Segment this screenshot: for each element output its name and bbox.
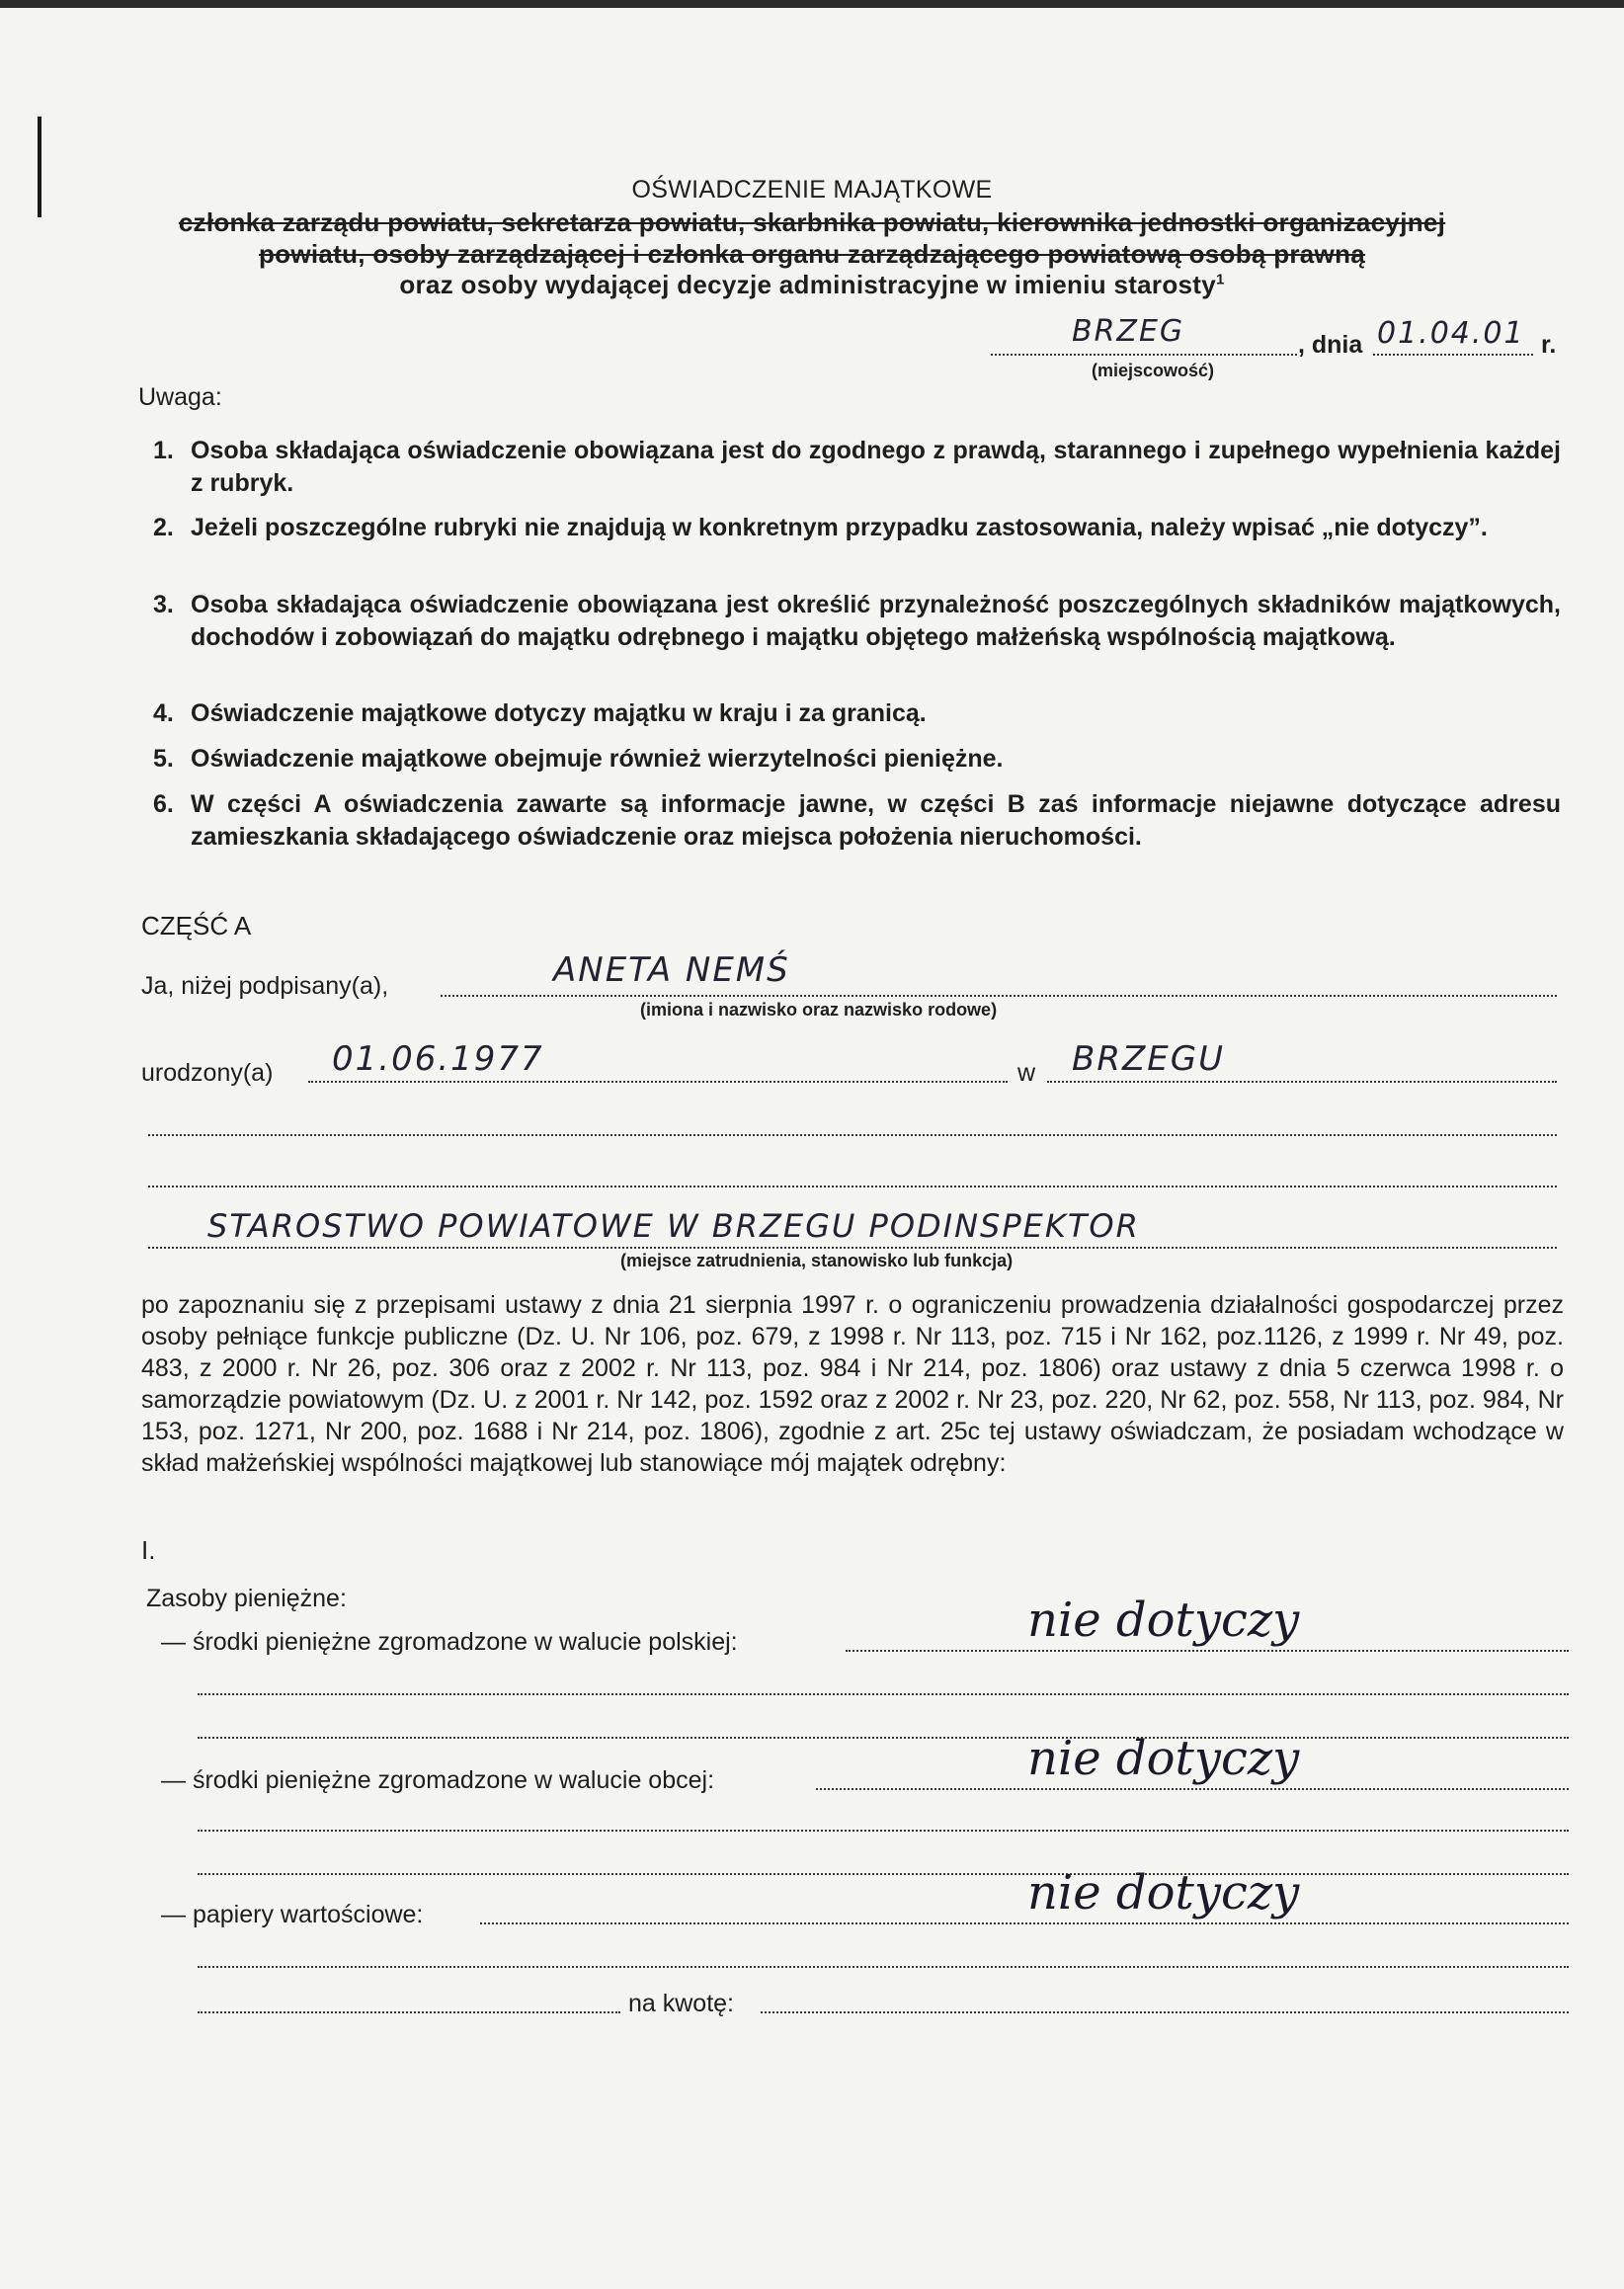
foreign-field-line[interactable] [816,1788,1569,1790]
note-text: Oświadczenie majątkowe obejmuje również wierzytelności pieniężne. [191,745,1004,773]
pln-label: — środki pieniężne zgromadzone w walucie polskiej: [161,1628,738,1656]
born-place-field-line[interactable] [1047,1081,1557,1083]
born-date-handwritten: 01.06.1977 [332,1039,544,1079]
blank-line[interactable] [148,1185,1557,1187]
part-a-heading: CZĘŚĆ A [141,911,252,940]
foreign-handwritten: nie dotyczy [1027,1731,1300,1786]
name-field-line[interactable] [441,995,1557,997]
section-heading: Zasoby pieniężne: [146,1585,347,1612]
note-item-6 [153,788,1561,854]
blank-line[interactable] [198,1737,1569,1739]
note-number: 1. [153,437,174,464]
note-number: 6. [153,790,174,818]
note-number: 3. [153,591,174,618]
born-place-handwritten: BRZEGU [1072,1039,1225,1079]
name-label: Ja, niżej podpisany(a), [141,972,389,1000]
pln-handwritten: nie dotyczy [1027,1593,1300,1648]
struck-role-line-2: powiatu, osoby zarządzającej i członka organu zarządzającego powiatową osobą prawną [258,239,1366,269]
scan-top-edge [0,0,1624,8]
note-item-3 [153,589,1561,654]
foreign-label: — środki pieniężne zgromadzone w walucie obcej: [161,1766,715,1794]
note-text: Osoba składająca oświadczenie obowiązana jest do zgodnego z prawdą, starannego i zupełnego wypełnienia każdej z rubryk. [191,437,1561,497]
employment-field-line[interactable] [148,1247,1557,1249]
born-label: urodzony(a) [141,1059,274,1087]
place-caption: (miejscowość) [1092,361,1215,380]
pln-field-line[interactable] [846,1650,1569,1652]
note-number: 2. [153,514,174,541]
note-text: Oświadczenie majątkowe dotyczy majątku w kraju i za granicą. [191,699,927,727]
employment-handwritten: STAROSTWO POWIATOWE W BRZEGU PODINSPEKTOR [207,1207,1140,1245]
employment-caption: (miejsce zatrudnienia, stanowisko lub funkcja) [620,1251,1014,1270]
note-text: Osoba składająca oświadczenie obowiązana jest określić przynależność poszczególnych składników majątkowych, dochodów i zobowiązań do majątku odrębnego i majątku objętego małżeńską wspólnością majątkową. [191,591,1561,651]
securities-handwritten: nie dotyczy [1027,1865,1300,1921]
section-number: I. [141,1535,156,1565]
name-caption: (imiona i nazwisko oraz nazwisko rodowe) [640,1000,998,1020]
note-item-2 [153,512,1561,544]
blank-line[interactable] [198,1830,1569,1832]
note-item-5 [153,743,1561,776]
notes-heading: Uwaga: [138,383,222,411]
amount-field-line[interactable] [761,2011,1569,2013]
place-handwritten: BRZEG [1072,314,1185,349]
blank-line[interactable] [198,2011,620,2013]
born-date-field-line[interactable] [308,1081,1008,1083]
name-handwritten: ANETA NEMŚ [553,950,790,990]
note-number: 4. [153,699,174,727]
note-text: W części A oświadczenia zawarte są informacje jawne, w części B zaś informacje niejawne dotyczące adresu zamieszkania składającego oświadczenie oraz miejsca położenia nieruchomości. [191,790,1561,851]
note-text: Jeżeli poszczególne rubryki nie znajdują w konkretnym przypadku zastosowania, należy wpisać „nie dotyczy”. [191,514,1488,541]
struck-role-line-1: członka zarządu powiatu, sekretarza powiatu, skarbnika powiatu, kierownika jednostki organizacyjnej [178,207,1446,237]
role-line-3: oraz osoby wydającej decyzje administracyjne w imieniu starosty$^1$ [399,270,1225,299]
dnia-label: , dnia [1298,331,1363,359]
amount-label: na kwotę: [628,1990,735,2017]
note-number: 5. [153,745,174,773]
note-item-1 [153,435,1561,500]
declaration-paragraph: po zapoznaniu się z przepisami ustawy z dnia 21 sierpnia 1997 r. o ograniczeniu prowadzenia działalności gospodarczej przez osoby pełniące funkcje publiczne (Dz. U. Nr 106, poz. 679, z 1998 r. Nr 113, poz. 715 i Nr 162, poz.1126, z 1999 r. Nr 49, poz. 483, z 2000 r. Nr 26, poz. 306 oraz z 2002 r. Nr 113, poz. 984 i Nr 214, poz. 1806) oraz ustawy z dnia 5 czerwca 1998 r. o samorządzie powiatowym (Dz. U. z 2001 r. Nr 142, poz. 1592 oraz z 2002 r. Nr 23, poz. 220, Nr 62, poz. 558, Nr 113, poz. 984, Nr 153, poz. 1271, Nr 200, poz. 1688 i Nr 214, poz. 1806), zgodnie z art. 25c tej ustawy oświadczam, że posiadam wchodzące w skład małżeńskiej wspólności majątkowej lub stanowiące mój majątek odrębny: [141,1291,1564,1477]
blank-line[interactable] [198,1966,1569,1968]
note-item-4 [153,697,1561,730]
securities-label: — papiery wartościowe: [161,1901,424,1928]
place-field-line[interactable] [991,354,1297,356]
blank-line[interactable] [148,1134,1557,1136]
date-field-line[interactable] [1373,354,1533,356]
blank-line[interactable] [198,1693,1569,1695]
r-label: r. [1541,331,1557,359]
document-title: OŚWIADCZENIE MAJĄTKOWE [631,176,993,204]
born-in-label: w [1017,1059,1036,1087]
blank-line[interactable] [198,1873,1569,1875]
securities-field-line[interactable] [480,1922,1569,1924]
footnote-mark: 1 [1216,271,1225,288]
date-handwritten: 01.04.01 [1377,316,1525,351]
